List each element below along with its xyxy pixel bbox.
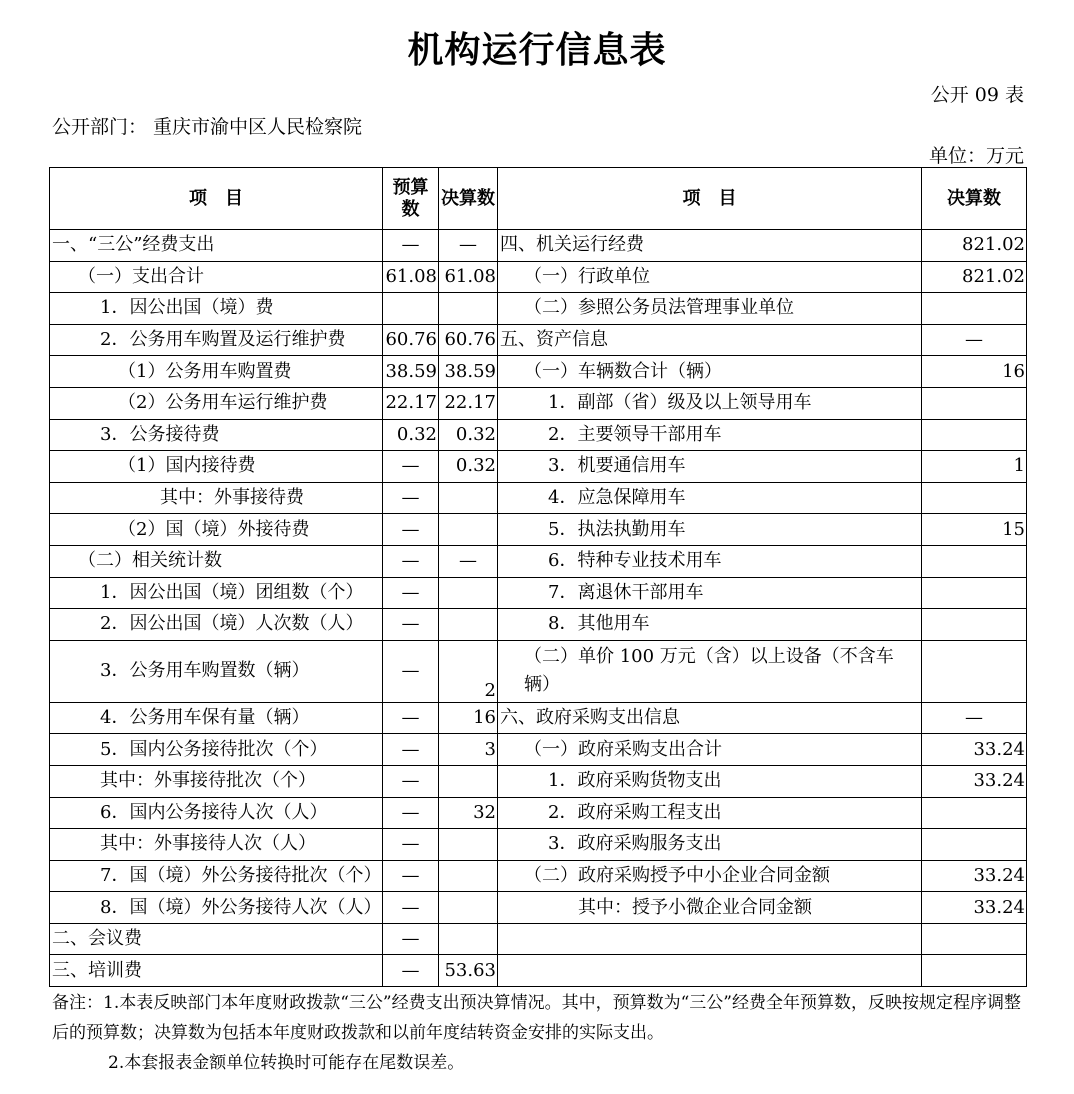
row-item-right: 4．应急保障用车 (498, 482, 922, 514)
row-final-left: 53.63 (439, 955, 498, 987)
row-final-right: 33.24 (922, 892, 1027, 924)
row-item-right: 3．机要通信用车 (498, 451, 922, 483)
row-final-left: 0.32 (439, 451, 498, 483)
row-budget: 0.32 (383, 419, 439, 451)
row-item-left: 3．公务接待费 (50, 419, 383, 451)
row-item-right: 6．特种专业技术用车 (498, 545, 922, 577)
row-item-right: （二）参照公务员法管理事业单位 (498, 293, 922, 325)
row-budget: — (383, 955, 439, 987)
row-final-right (922, 923, 1027, 955)
row-item-right: 1．政府采购货物支出 (498, 765, 922, 797)
table-row (50, 860, 1027, 892)
row-item-right: 2．主要领导干部用车 (498, 419, 922, 451)
table-row (50, 955, 1027, 987)
note-2: 2.本套报表金额单位转换时可能存在尾数误差。 (108, 1053, 465, 1073)
row-budget: 22.17 (383, 387, 439, 419)
table-row (50, 923, 1027, 955)
row-item-left: 2．因公出国（境）人次数（人） (50, 609, 383, 641)
row-item-left: 二、会议费 (50, 923, 383, 955)
row-final-left (439, 609, 498, 641)
row-item-right: 1．副部（省）级及以上领导用车 (498, 387, 922, 419)
row-final-right (922, 829, 1027, 861)
row-budget: — (383, 923, 439, 955)
row-final-left: — (439, 545, 498, 577)
row-final-right (922, 640, 1027, 702)
row-final-left: 61.08 (439, 261, 498, 293)
row-budget (383, 293, 439, 325)
row-item-left: 其中：外事接待人次（人） (50, 829, 383, 861)
row-budget: — (383, 609, 439, 641)
row-item-left: （1）公务用车购置费 (50, 356, 383, 388)
header-final-left: 决算数 (439, 168, 498, 230)
row-item-right: 7．离退休干部用车 (498, 577, 922, 609)
table-row (50, 797, 1027, 829)
row-final-right: 33.24 (922, 765, 1027, 797)
row-item-right: （一）政府采购支出合计 (498, 734, 922, 766)
row-item-right: （二）政府采购授予中小企业合同金额 (498, 860, 922, 892)
table-row (50, 765, 1027, 797)
header-item-left: 项 目 (50, 168, 383, 230)
row-final-left (439, 482, 498, 514)
row-item-left: （一）支出合计 (50, 261, 383, 293)
row-item-right: 六、政府采购支出信息 (498, 702, 922, 734)
table-row (50, 230, 1027, 262)
table-row (50, 577, 1027, 609)
row-final-right: 15 (922, 514, 1027, 546)
row-final-left: 2 (439, 640, 498, 702)
page-title: 机构运行信息表 (407, 29, 667, 71)
table-row (50, 293, 1027, 325)
row-budget: — (383, 860, 439, 892)
row-item-left: 8．国（境）外公务接待人次（人） (50, 892, 383, 924)
table-row (50, 261, 1027, 293)
row-item-right: 五、资产信息 (498, 324, 922, 356)
row-final-right: 33.24 (922, 734, 1027, 766)
row-item-left: 三、培训费 (50, 955, 383, 987)
row-item-left: 7．国（境）外公务接待批次（个） (50, 860, 383, 892)
table-row (50, 545, 1027, 577)
table-row (50, 702, 1027, 734)
notes (52, 988, 1027, 1078)
row-item-left: 其中：外事接待批次（个） (50, 765, 383, 797)
table-row (50, 514, 1027, 546)
row-item-left: 6．国内公务接待人次（人） (50, 797, 383, 829)
row-budget: 60.76 (383, 324, 439, 356)
row-budget: — (383, 829, 439, 861)
row-final-right (922, 797, 1027, 829)
row-item-right: 其中：授予小微企业合同金额 (498, 892, 922, 924)
row-item-right: 3．政府采购服务支出 (498, 829, 922, 861)
row-budget: — (383, 702, 439, 734)
row-final-right: — (922, 324, 1027, 356)
row-final-right (922, 419, 1027, 451)
row-final-left (439, 514, 498, 546)
row-final-right (922, 955, 1027, 987)
row-item-right: 2．政府采购工程支出 (498, 797, 922, 829)
row-final-right (922, 293, 1027, 325)
row-final-right (922, 482, 1027, 514)
row-final-right: 821.02 (922, 261, 1027, 293)
row-item-right: 5．执法执勤用车 (498, 514, 922, 546)
table-row (50, 609, 1027, 641)
row-item-right: （一）行政单位 (498, 261, 922, 293)
row-final-right: 33.24 (922, 860, 1027, 892)
table-row (50, 387, 1027, 419)
row-final-left (439, 860, 498, 892)
row-final-right (922, 577, 1027, 609)
header-item-right: 项 目 (498, 168, 922, 230)
row-final-right: 821.02 (922, 230, 1027, 262)
row-budget: — (383, 797, 439, 829)
table-row (50, 829, 1027, 861)
row-item-left: 1．因公出国（境）团组数（个） (50, 577, 383, 609)
row-item-left: 4．公务用车保有量（辆） (50, 702, 383, 734)
row-item-right: （一）车辆数合计（辆） (498, 356, 922, 388)
row-item-right (498, 955, 922, 987)
table-row (50, 482, 1027, 514)
row-item-left: （2）公务用车运行维护费 (50, 387, 383, 419)
row-final-right (922, 545, 1027, 577)
row-final-right: — (922, 702, 1027, 734)
row-item-left: 其中：外事接待费 (50, 482, 383, 514)
header-final-right: 决算数 (922, 168, 1027, 230)
table-row (50, 640, 1027, 702)
header-budget: 预算数 (383, 168, 439, 230)
table-row (50, 734, 1027, 766)
row-final-left: 22.17 (439, 387, 498, 419)
table-row (50, 451, 1027, 483)
row-budget: — (383, 482, 439, 514)
row-final-right: 1 (922, 451, 1027, 483)
row-item-right (498, 923, 922, 955)
row-final-left (439, 577, 498, 609)
row-final-left: 0.32 (439, 419, 498, 451)
table-row (50, 324, 1027, 356)
row-final-left (439, 293, 498, 325)
table-row (50, 892, 1027, 924)
row-budget: — (383, 640, 439, 702)
row-final-left: 60.76 (439, 324, 498, 356)
row-final-right: 16 (922, 356, 1027, 388)
row-final-left: 32 (439, 797, 498, 829)
row-final-right (922, 609, 1027, 641)
row-item-left: 3．公务用车购置数（辆） (50, 640, 383, 702)
unit-label: 单位：万元 (928, 145, 1024, 167)
row-budget: — (383, 451, 439, 483)
department-label: 公开部门： 重庆市渝中区人民检察院 (52, 116, 363, 138)
row-item-right: 四、机关运行经费 (498, 230, 922, 262)
row-item-right: （二）单价 100 万元（含）以上设备（不含车辆） (498, 640, 922, 702)
row-item-left: 5．国内公务接待批次（个） (50, 734, 383, 766)
info-table (49, 167, 1027, 987)
table-row (50, 419, 1027, 451)
row-final-left: 38.59 (439, 356, 498, 388)
table-row (50, 356, 1027, 388)
row-final-left (439, 892, 498, 924)
form-number: 公开 09 表 (930, 84, 1024, 106)
note-1: 备注：1.本表反映部门本年度财政拨款“三公”经费支出预决算情况。其中，预算数为“三公”经费全年预算数，反映按规定程序调整后的预算数；决算数为包括本年度财政拨款和以前年度结转资金安排的实际支出。 (52, 993, 1021, 1043)
row-item-left: 一、“三公”经费支出 (50, 230, 383, 262)
row-item-left: （2）国（境）外接待费 (50, 514, 383, 546)
row-final-right (922, 387, 1027, 419)
row-budget: 38.59 (383, 356, 439, 388)
row-budget: 61.08 (383, 261, 439, 293)
row-budget: — (383, 514, 439, 546)
row-final-left: 3 (439, 734, 498, 766)
row-budget: — (383, 545, 439, 577)
row-budget: — (383, 765, 439, 797)
row-item-left: 1．因公出国（境）费 (50, 293, 383, 325)
row-final-left: 16 (439, 702, 498, 734)
row-budget: — (383, 230, 439, 262)
row-item-left: （1）国内接待费 (50, 451, 383, 483)
row-item-right: 8．其他用车 (498, 609, 922, 641)
row-item-left: 2．公务用车购置及运行维护费 (50, 324, 383, 356)
row-budget: — (383, 577, 439, 609)
row-budget: — (383, 892, 439, 924)
row-final-left: — (439, 230, 498, 262)
row-final-left (439, 765, 498, 797)
row-budget: — (383, 734, 439, 766)
row-final-left (439, 829, 498, 861)
row-item-left: （二）相关统计数 (50, 545, 383, 577)
row-final-left (439, 923, 498, 955)
table-header-row (50, 168, 1027, 230)
